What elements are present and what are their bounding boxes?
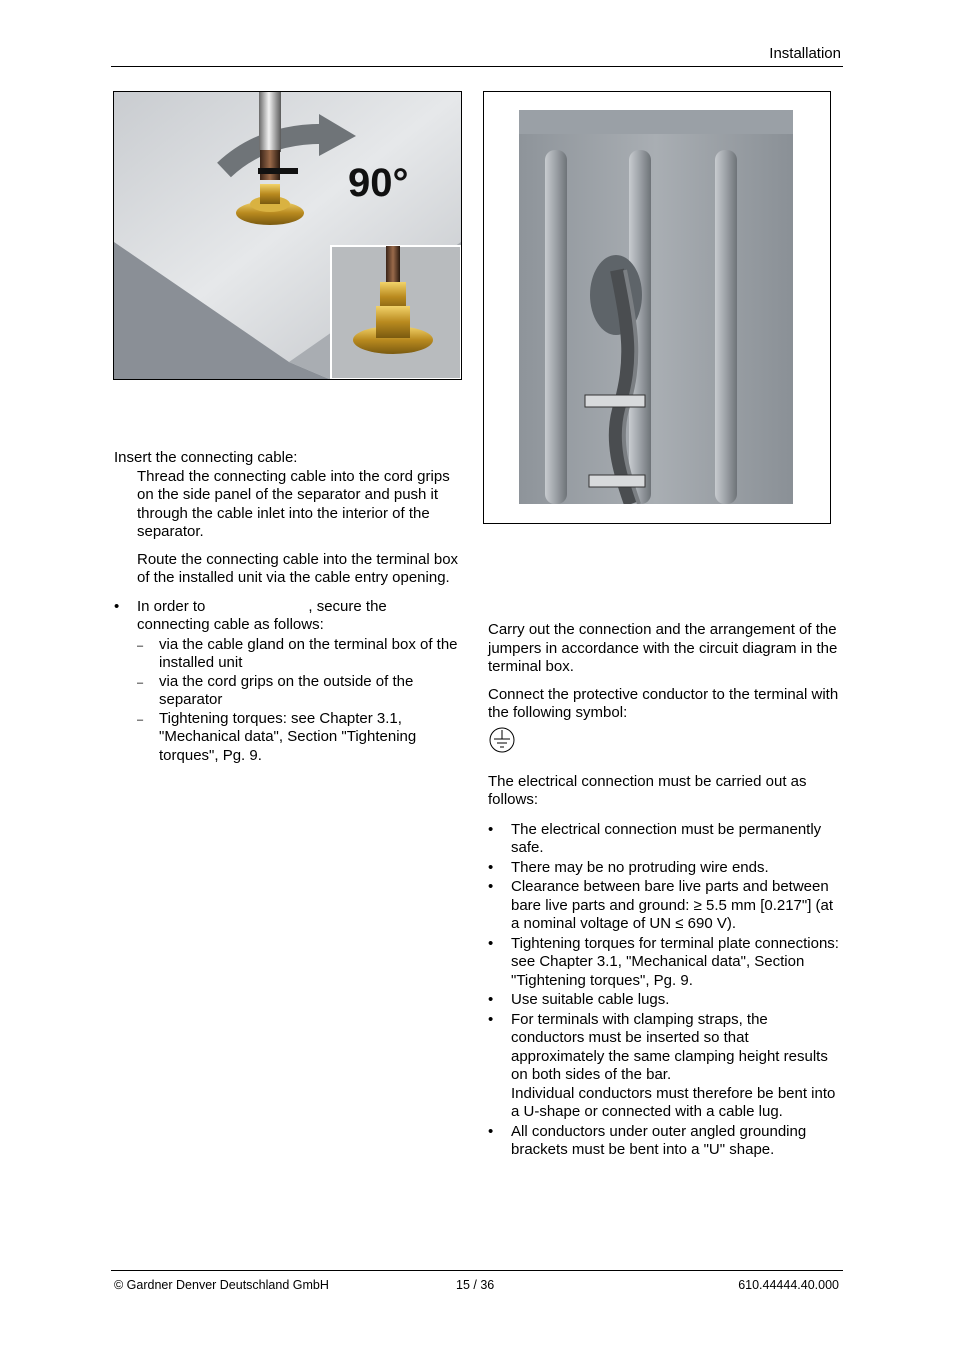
list-item: • Use suitable cable lugs. <box>488 991 840 1010</box>
right-column <box>488 621 840 1160</box>
insert-cable-title: Insert the connecting cable: <box>114 449 298 466</box>
torque-line-a: • Tightening torques for terminal plate connections: <box>511 934 839 952</box>
footer-rule <box>111 1270 843 1271</box>
list-item: – via the cable gland on the terminal box of the installed unit <box>137 636 459 673</box>
header-section: Installation <box>769 45 841 62</box>
cable-photo <box>519 110 793 504</box>
connection-paragraph: Carry out the connection and the arrangement of the jumpers in accordance with the circuit diagram in the terminal box. <box>488 621 838 675</box>
list-item: • The electrical connection must be permanently safe. <box>488 821 840 858</box>
step-thread-cable: Thread the connecting cable into the cord grips on the side panel of the separator and push it through the cable inlet into the interior of the separator. <box>137 467 450 540</box>
angle-label: 90° <box>348 161 409 205</box>
electrical-connection-intro: The electrical connection must be carried out as follows: <box>488 772 807 808</box>
protective-conductor-paragraph: Connect the protective conductor to the terminal with the following symbol: <box>488 685 839 721</box>
list-item: – via the cord grips on the outside of the separator <box>137 673 459 710</box>
secure-cable-intro-a: In order to <box>137 597 206 615</box>
list-item: • There may be no protruding wire ends. <box>488 859 840 878</box>
step-route-cable: Route the connecting cable into the terminal box of the installed unit via the cable entry opening. <box>137 550 459 586</box>
list-item <box>488 1011 840 1122</box>
ground-symbol <box>488 726 840 754</box>
list-item <box>488 935 840 991</box>
torque-line-b: see Chapter 3.1, "Mechanical data", Section "Tightening torques", Pg. 9. <box>511 953 805 989</box>
footer-doc-number: 610.44444.40.000 <box>738 1278 839 1292</box>
clamping-line-a: • For terminals with clamping straps, the conductors must be inserted so that approximately the same clamping height results on both sides of the bar. <box>511 1010 828 1083</box>
header-rule <box>111 66 843 67</box>
cable-photo-frame <box>483 91 831 524</box>
ground-icon <box>488 726 516 754</box>
list-item: – Tightening torques: see Chapter 3.1, "Mechanical data", Section "Tightening torques", Pg. 9. <box>137 710 459 766</box>
list-item: • All conductors under outer angled grounding brackets must be bent into a "U" shape. <box>488 1123 840 1160</box>
footer-copyright: © Gardner Denver Deutschland GmbH <box>114 1278 329 1292</box>
screwdriver-photo <box>113 91 462 380</box>
list-item <box>114 598 459 635</box>
clamping-line-b: Individual conductors must therefore be bent into a U-shape or connected with a cable lug. <box>511 1084 836 1120</box>
screwdriver-illustration <box>114 92 461 379</box>
list-item: • Clearance between bare live parts and between bare live parts and ground: ≥ 5.5 mm [0.217"] (at a nominal voltage of UN ≤ 690 V). <box>488 878 840 934</box>
cable-illustration <box>519 110 793 504</box>
footer-page-number: 15 / 36 <box>456 1278 495 1292</box>
left-column <box>114 449 459 765</box>
secure-cable-intro-b: , secure the connecting cable as follows: <box>137 597 387 633</box>
